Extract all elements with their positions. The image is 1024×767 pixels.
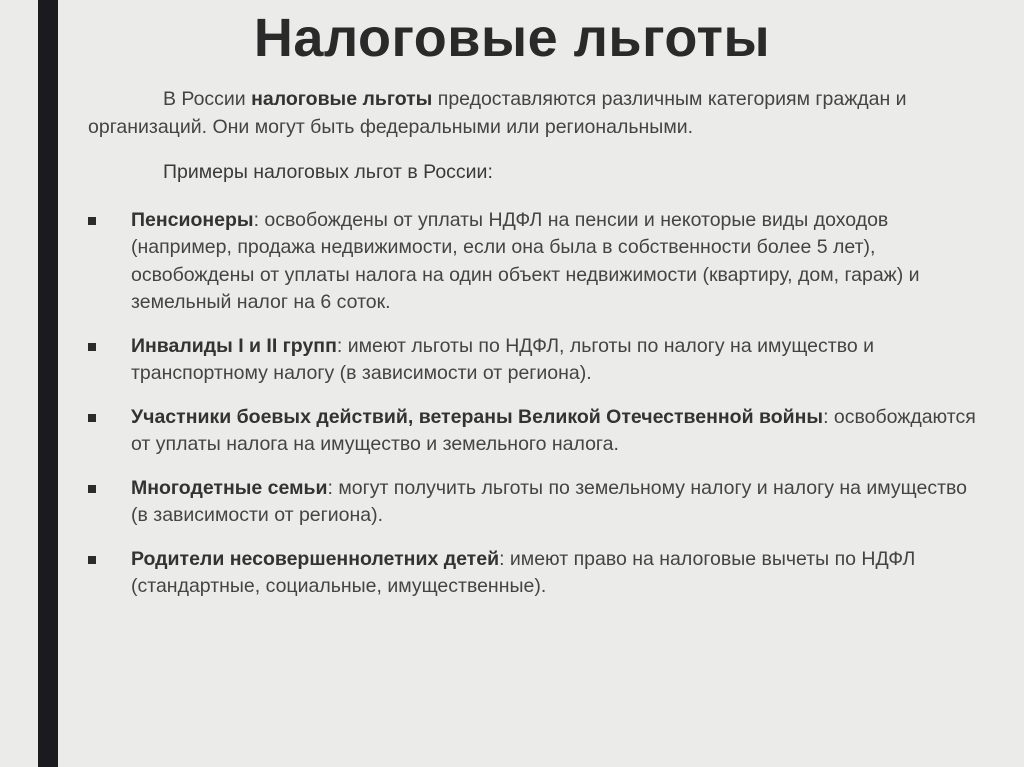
left-accent-bar — [38, 0, 58, 767]
square-bullet-icon — [88, 556, 96, 564]
item-term: Родители несовершеннолетних детей — [131, 547, 500, 570]
item-text: : имеют льготы по НДФЛ, льготы по налогу на имущество и транспортному налогу (в зависимости от региона). — [131, 334, 875, 384]
list-item-parents — [88, 546, 988, 601]
item-term: Пенсионеры — [131, 208, 254, 231]
square-bullet-icon — [88, 343, 96, 351]
item-text: : освобождены от уплаты НДФЛ на пенсии и некоторые виды доходов (например, продажа недвижимости, если она была в собственности более 5 лет), освобождены от уплаты налога на один объект недвижимости (квартиру, дом, гараж) и земельный налог на 6 соток. — [131, 208, 920, 313]
slide-content — [88, 86, 988, 617]
slide-title: Налоговые льготы — [253, 8, 771, 68]
examples-heading: Примеры налоговых льгот в России: — [163, 161, 493, 183]
square-bullet-icon — [88, 217, 96, 225]
intro-bold: налоговые льготы — [251, 88, 433, 110]
list-item-large-families — [88, 475, 988, 530]
list-item-veterans — [88, 404, 988, 459]
item-text: : могут получить льготы по земельному налогу и налогу на имущество (в зависимости от региона). — [131, 476, 968, 526]
list-item-disabled — [88, 333, 988, 388]
item-text: : освобождаются от уплаты налога на имущество и земельного налога. — [131, 405, 976, 455]
benefits-list — [88, 207, 988, 601]
intro-paragraph — [88, 86, 988, 141]
item-term: Многодетные семьи — [131, 476, 328, 499]
item-term: Инвалиды I и II групп — [131, 334, 337, 357]
list-item-pensioners — [88, 207, 988, 317]
item-term: Участники боевых действий, ветераны Великой Отечественной войны — [131, 405, 824, 428]
square-bullet-icon — [88, 485, 96, 493]
intro-before: В России — [163, 88, 252, 110]
square-bullet-icon — [88, 414, 96, 422]
intro-after: предоставляются различным категориям граждан и организаций. Они могут быть федеральными или региональными. — [88, 88, 907, 138]
item-text: : имеют право на налоговые вычеты по НДФЛ (стандартные, социальные, имущественные). — [131, 547, 916, 597]
